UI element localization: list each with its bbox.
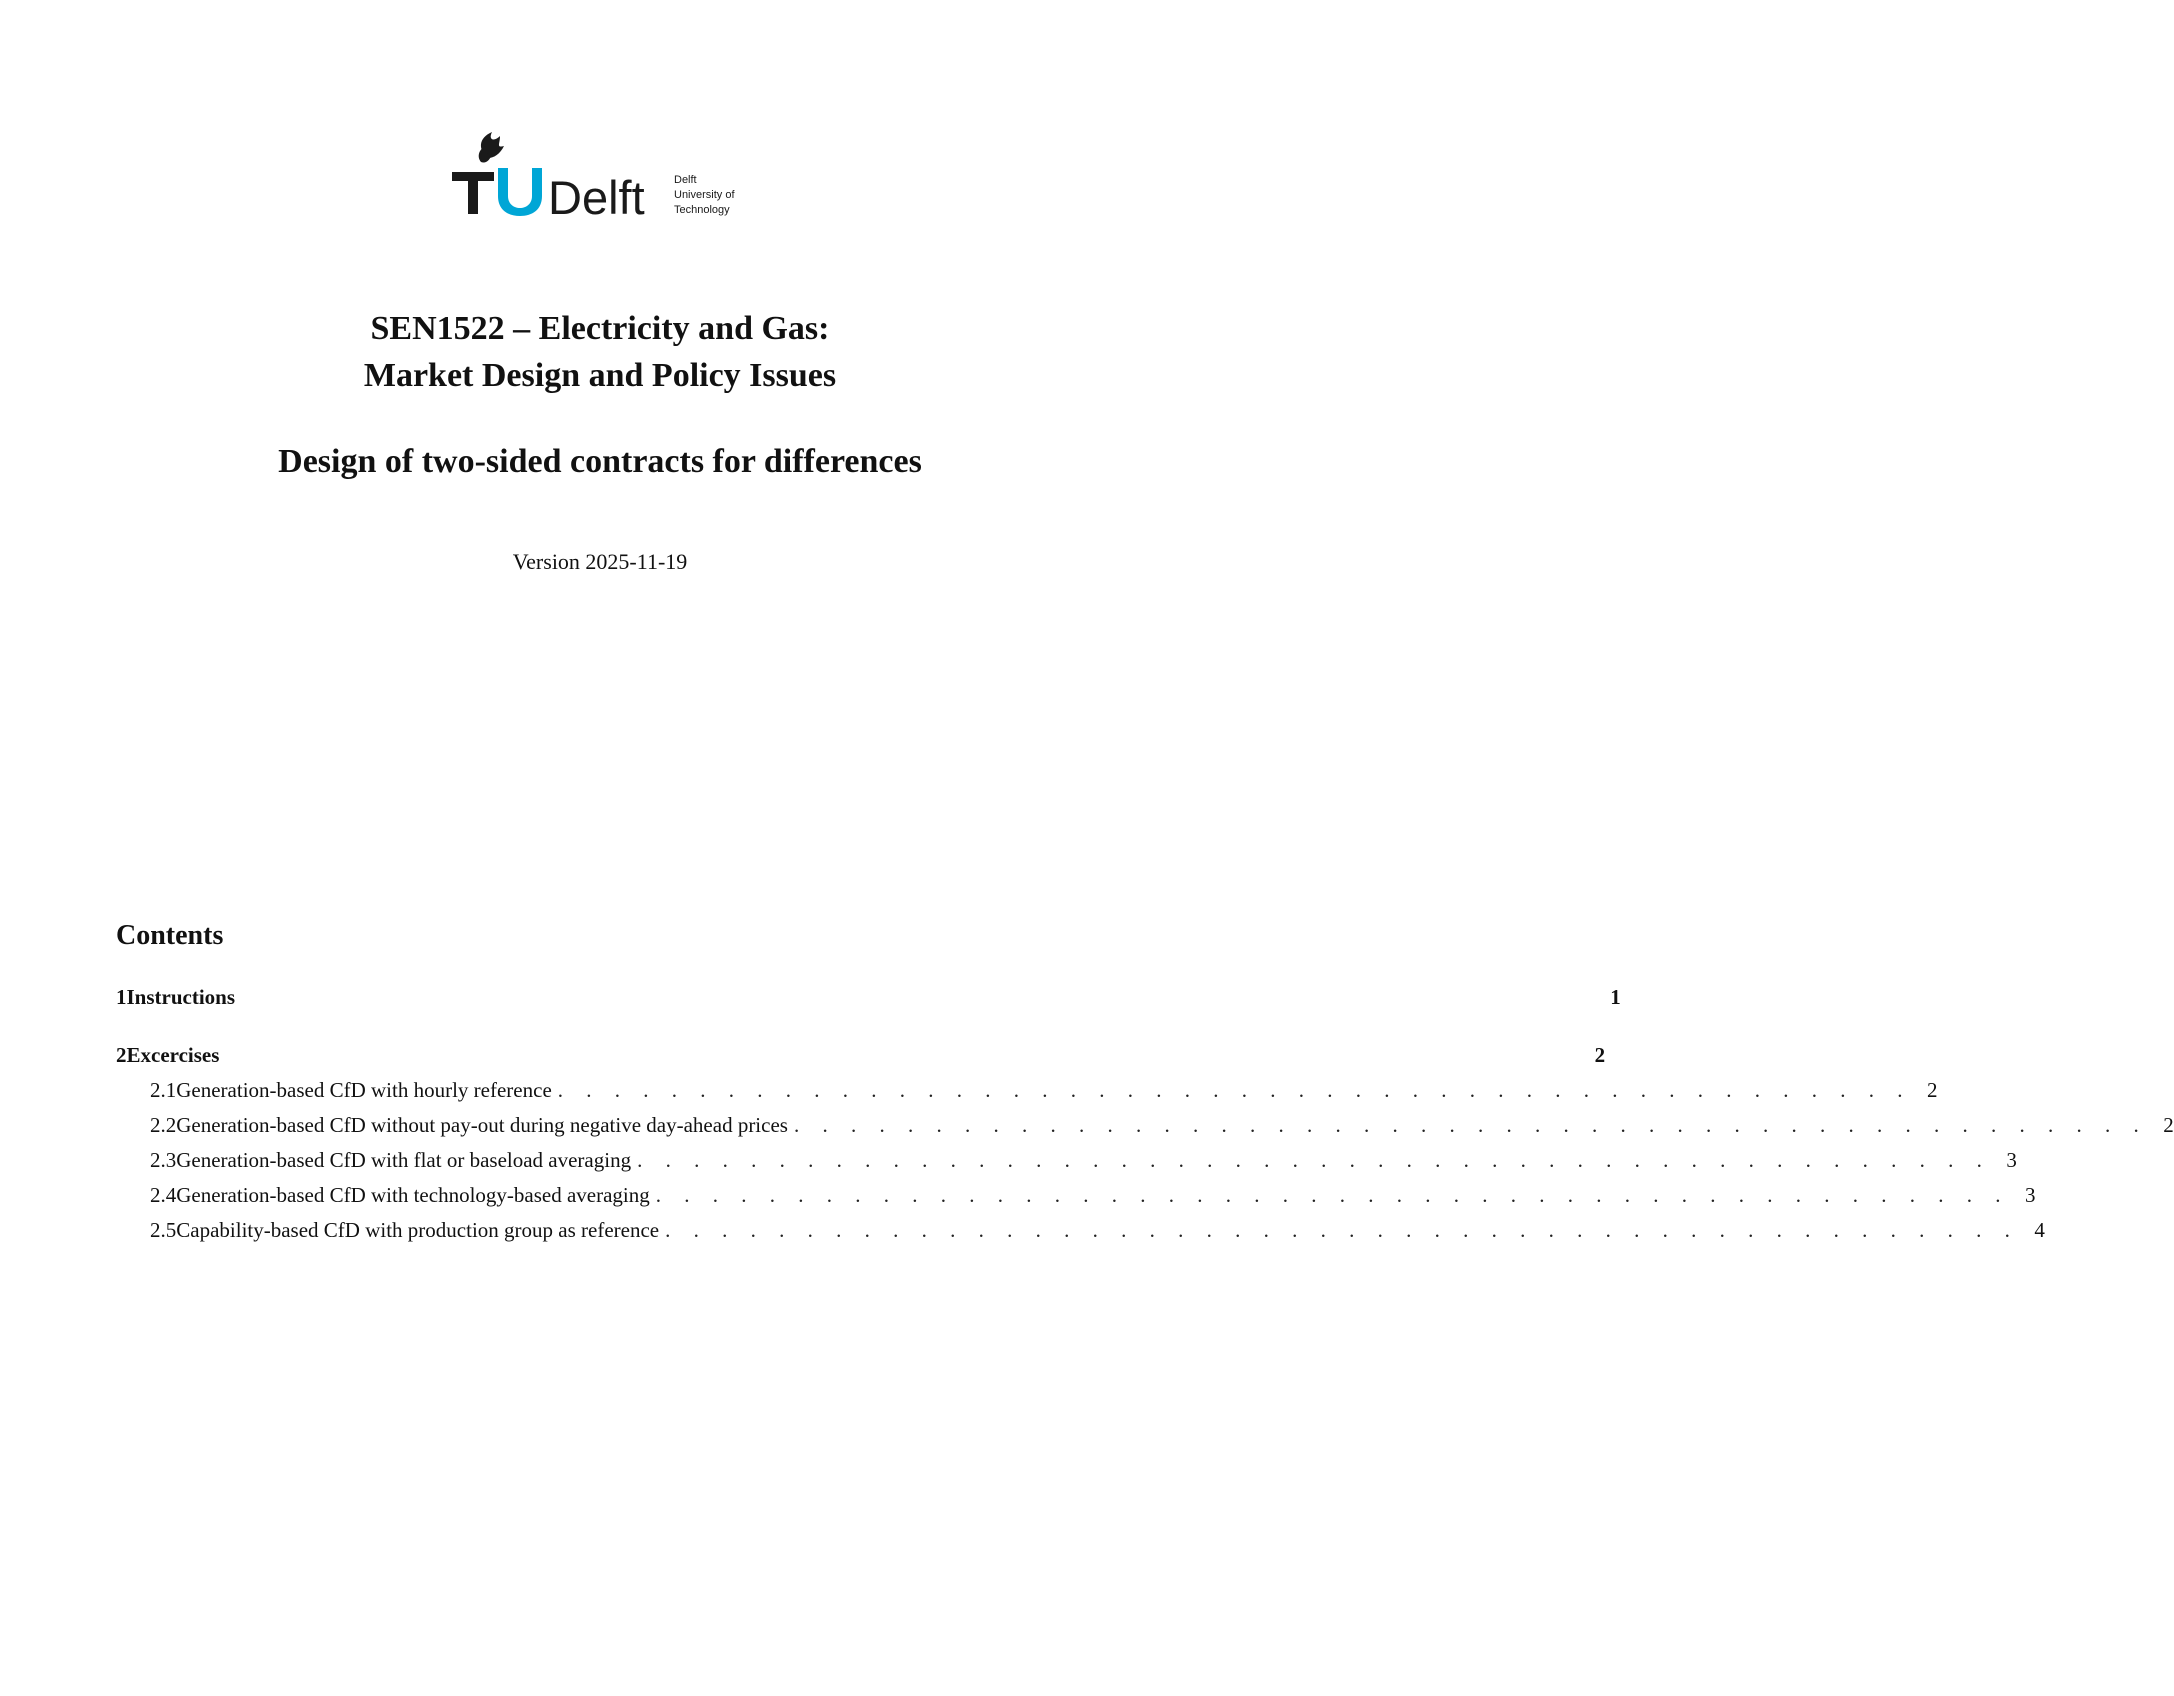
logo-subtitle-line2: University of bbox=[674, 189, 735, 201]
toc-entry-number: 2.4 bbox=[150, 1183, 177, 1207]
toc-entry-2-1[interactable] bbox=[116, 1078, 1938, 1108]
toc-entry-2-2[interactable] bbox=[116, 1113, 2174, 1143]
toc-leader-dots: . . . . . . . . . . . . . . . . . . . . . . . . . . . . . . . . . . . . . . . . . . . . . . . . bbox=[655, 1183, 2010, 1207]
toc-entry-page: 1 bbox=[1610, 985, 1621, 1009]
toc-entry-1[interactable] bbox=[116, 985, 1621, 1015]
toc-entry-number: 2.2 bbox=[150, 1113, 177, 1137]
version-label: Version 2025-11-19 bbox=[512, 549, 688, 574]
toc-entry-number: 1 bbox=[116, 985, 127, 1009]
logo-subtitle-line3: Technology bbox=[674, 204, 730, 216]
course-title-line2: Market Design and Policy Issues bbox=[363, 357, 837, 394]
contents-heading: Contents bbox=[116, 920, 224, 951]
logo-u-letter bbox=[498, 168, 542, 216]
toc-entry-2[interactable] bbox=[116, 1043, 1606, 1073]
toc-entry-2-4[interactable] bbox=[116, 1183, 2036, 1213]
flame-icon bbox=[479, 132, 504, 163]
toc-entry-page: 3 bbox=[2006, 1148, 2017, 1172]
toc-entry-page: 4 bbox=[2034, 1218, 2045, 1242]
toc-entry-label: Excercises bbox=[126, 1043, 220, 1067]
toc-entry-2-5[interactable] bbox=[116, 1218, 2045, 1248]
logo-t-stem bbox=[468, 172, 478, 214]
toc-entry-number: 2 bbox=[116, 1043, 127, 1067]
toc-entry-label: Capability-based CfD with production group as reference bbox=[176, 1218, 660, 1242]
toc-entry-label: Instructions bbox=[126, 985, 236, 1009]
toc-entry-label: Generation-based CfD without pay-out during negative day-ahead prices bbox=[176, 1113, 788, 1137]
toc-entry-page: 2 bbox=[1927, 1078, 1938, 1102]
toc-leader-dots: . . . . . . . . . . . . . . . . . . . . . . . . . . . . . . . . . . . . . . . . . . . . . . . . bbox=[557, 1078, 1912, 1102]
toc-leader-dots: . . . . . . . . . . . . . . . . . . . . . . . . . . . . . . . . . . . . . . . . . . . . . . . . bbox=[793, 1113, 2148, 1137]
toc-entry-number: 2.5 bbox=[150, 1218, 177, 1242]
toc-entry-number: 2.3 bbox=[150, 1148, 177, 1172]
toc-entry-label: Generation-based CfD with technology-based averaging bbox=[176, 1183, 650, 1207]
tu-delft-logo bbox=[448, 128, 768, 228]
tu-delft-logo-mark bbox=[448, 128, 768, 228]
toc-entry-2-3[interactable] bbox=[116, 1148, 2017, 1178]
toc-entry-label: Generation-based CfD with flat or baseload averaging bbox=[176, 1148, 632, 1172]
toc-entry-page: 2 bbox=[2163, 1113, 2174, 1137]
course-title-line1: SEN1522 – Electricity and Gas: bbox=[370, 310, 830, 347]
toc-leader-dots: . . . . . . . . . . . . . . . . . . . . . . . . . . . . . . . . . . . . . . . . . . . . . . . . bbox=[665, 1218, 2019, 1242]
toc-leader-dots: . . . . . . . . . . . . . . . . . . . . . . . . . . . . . . . . . . . . . . . . . . . . . . . . bbox=[637, 1148, 1991, 1172]
document-title: Design of two-sided contracts for differences bbox=[278, 443, 922, 480]
toc-entry-label: Generation-based CfD with hourly reference bbox=[176, 1078, 552, 1102]
toc-entry-number: 2.1 bbox=[150, 1078, 177, 1102]
toc-entry-page: 2 bbox=[1594, 1043, 1606, 1067]
logo-subtitle-line1: Delft bbox=[674, 174, 697, 186]
toc-entry-page: 3 bbox=[2025, 1183, 2036, 1207]
logo-delft-word: Delft bbox=[548, 171, 645, 224]
course-title bbox=[0, 305, 1200, 399]
